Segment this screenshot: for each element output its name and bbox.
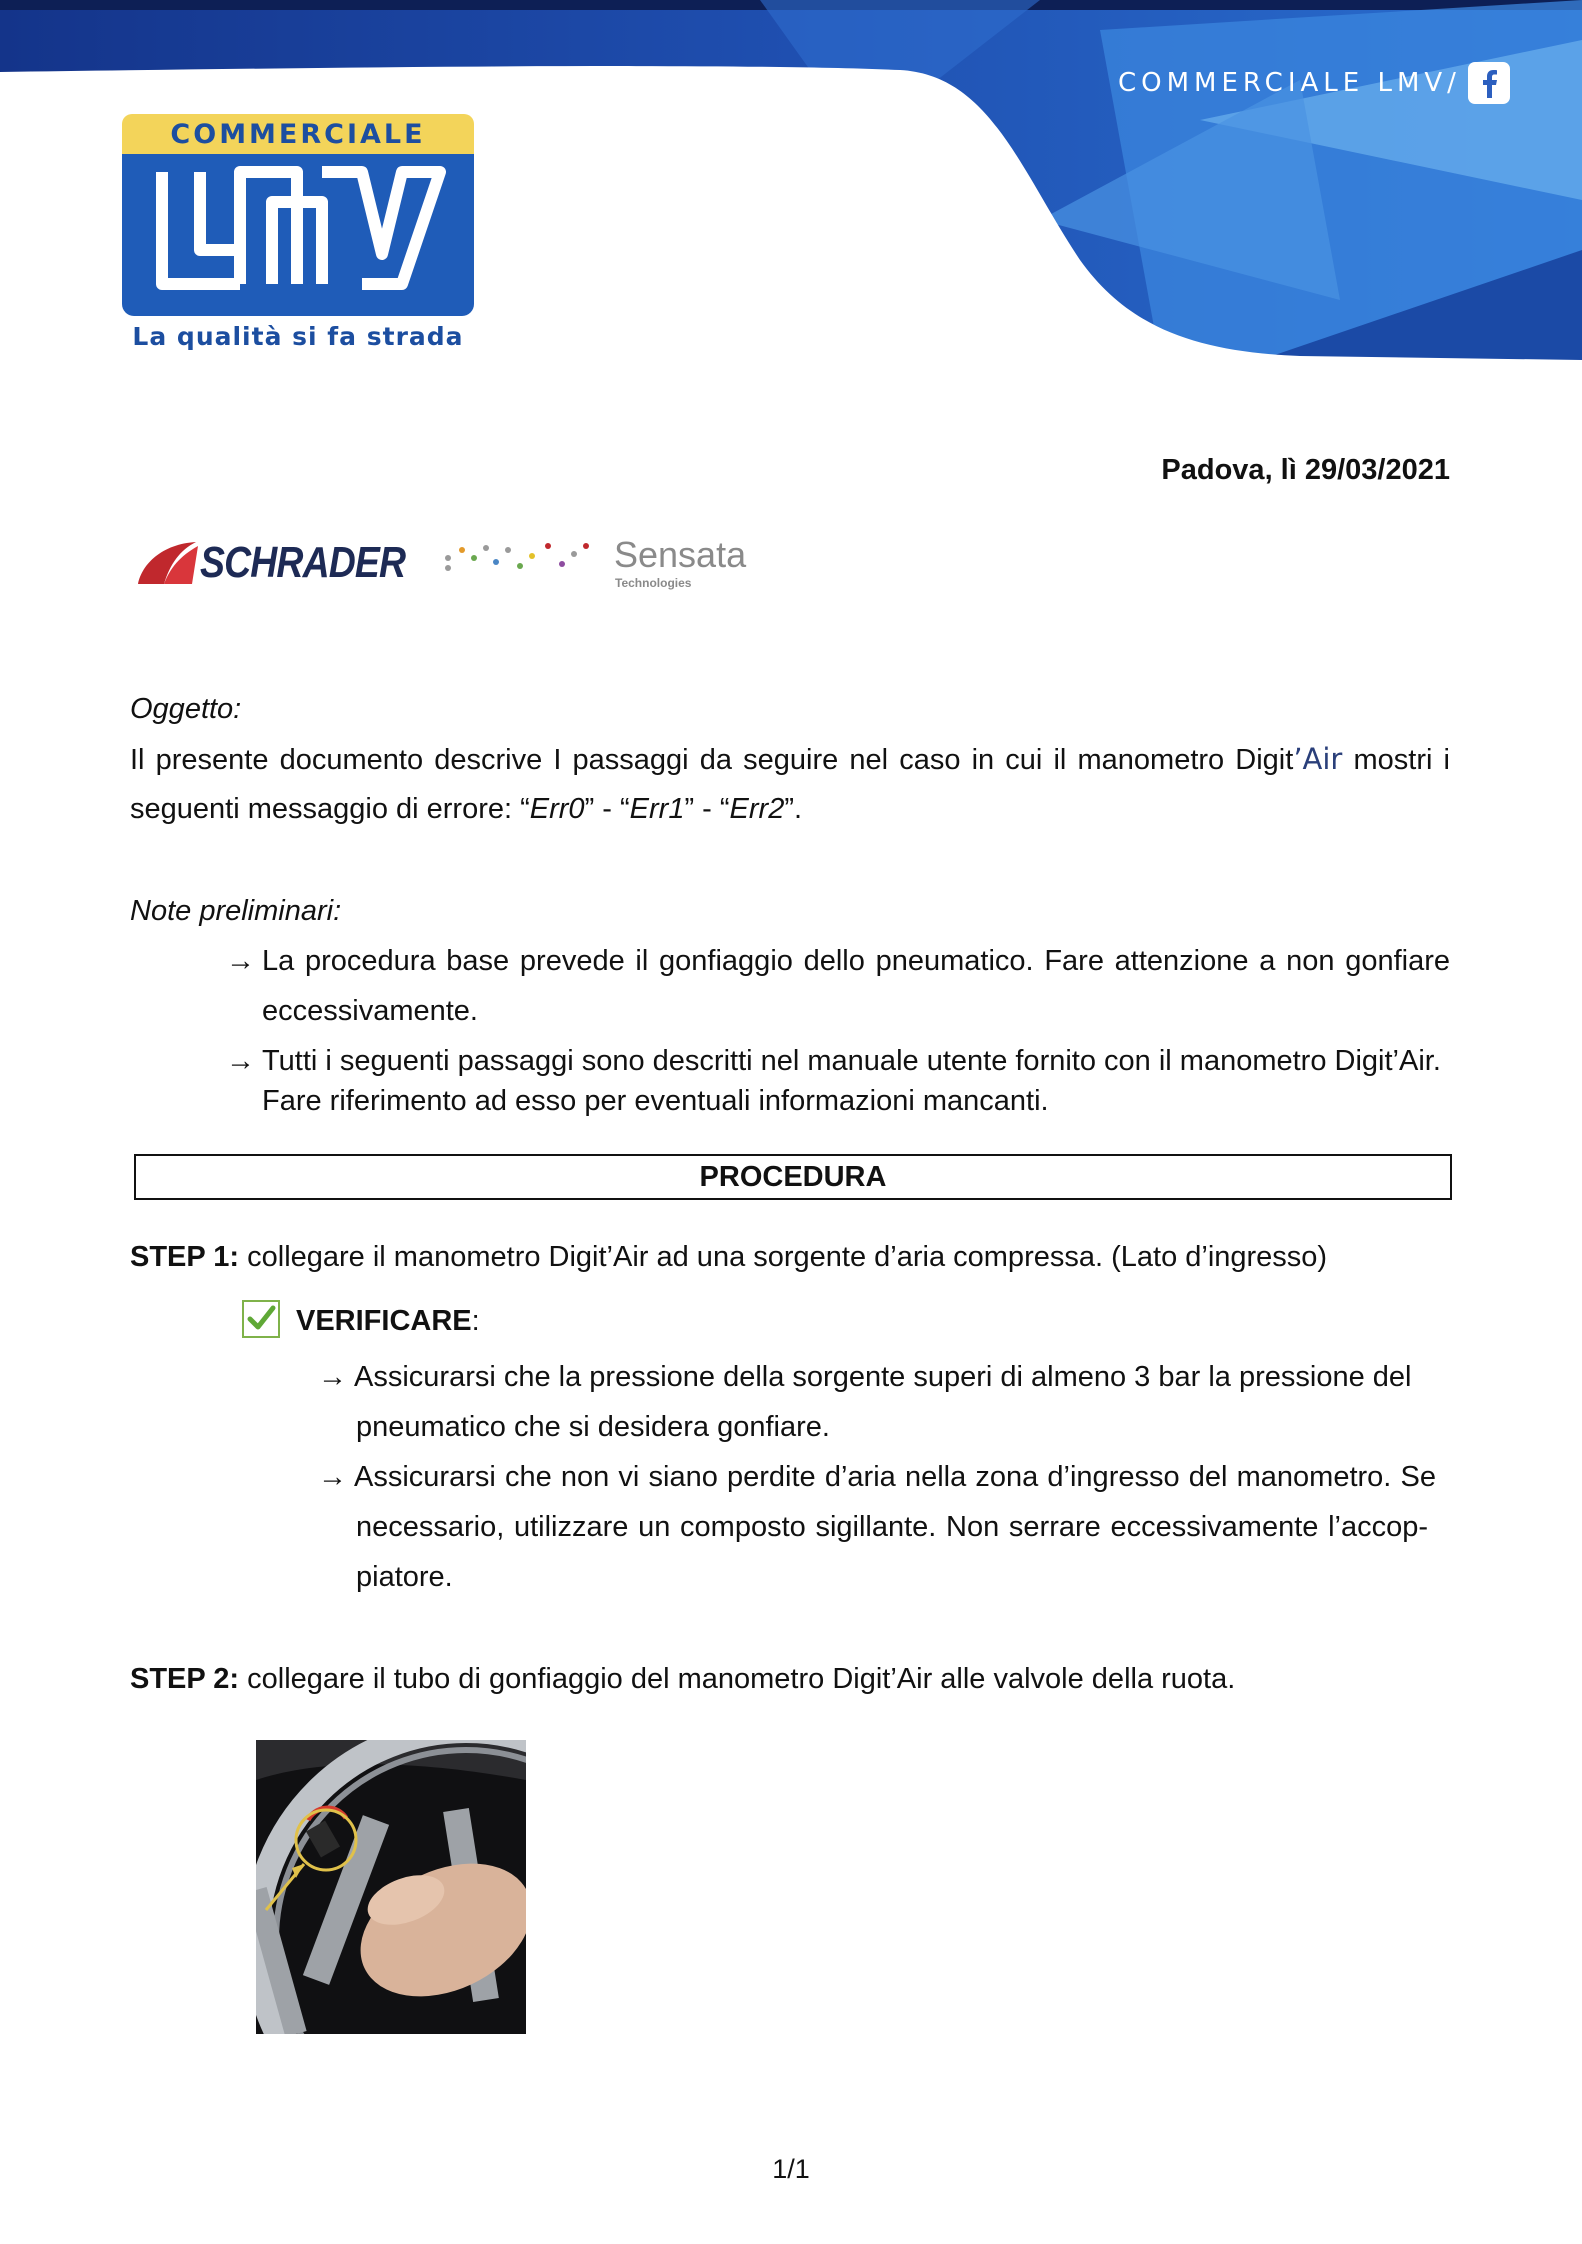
subject-label: Oggetto: xyxy=(130,693,242,725)
document-date: Padova, lì 29/03/2021 xyxy=(1161,454,1450,486)
digitair-mark: ’Air xyxy=(1293,742,1343,776)
logo-top-label: COMMERCIALE xyxy=(122,114,474,154)
tyre-valve-photo xyxy=(256,1740,526,2034)
facebook-icon[interactable] xyxy=(1468,62,1510,104)
verify-heading xyxy=(296,1296,480,1346)
page-number: 1/1 xyxy=(772,2154,810,2184)
step-2-label: STEP 2: xyxy=(130,1663,240,1695)
step-2 xyxy=(130,1654,1235,1704)
check-1-line-2: pneumatico che si desidera gonfiare. xyxy=(356,1411,830,1443)
subject-line-1 xyxy=(130,734,1450,785)
notes-label: Note preliminari: xyxy=(130,895,342,927)
sensata-subtitle: Technologies xyxy=(615,576,692,590)
schrader-wordmark: SCHRADER xyxy=(200,538,406,587)
step-1-text: collegare il manometro Digit’Air ad una sorgente d’aria compressa. (Lato d’ingresso) xyxy=(247,1241,1328,1273)
logo-letters-panel xyxy=(122,154,474,316)
subject-line-2 xyxy=(130,784,802,834)
check-2-line-1: Assicurarsi che non vi siano perdite d’aria nella zona d’ingresso del manometro. Se xyxy=(354,1461,1436,1493)
error-code-err0: Err0 xyxy=(529,793,585,825)
header-brand-text: COMMERCIALE LMV/ xyxy=(1118,68,1461,98)
subject-line-2-end: ”. xyxy=(784,793,803,825)
error-separator: ” - “ xyxy=(584,793,630,825)
check-2-line-2: necessario, utilizzare un composto sigillante. Non serrare eccessivamente l’accop- xyxy=(356,1511,1428,1543)
arrow-icon: → xyxy=(226,1045,255,1077)
error-separator: ” - “ xyxy=(684,793,730,825)
sensata-logo xyxy=(444,532,747,594)
step-2-text: collegare il tubo di gonfiaggio del manometro Digit’Air alle valvole della ruota. xyxy=(247,1663,1236,1695)
checkbox-checked-icon xyxy=(242,1300,280,1338)
arrow-icon: → xyxy=(226,945,255,977)
error-code-err2: Err2 xyxy=(729,793,785,825)
check-1-line-1: Assicurarsi che la pressione della sorgente superi di almeno 3 bar la pressione del xyxy=(354,1361,1412,1393)
subject-line-2-text: seguenti messaggio di errore: “ xyxy=(130,793,530,825)
check-2-line-3: piatore. xyxy=(356,1561,453,1593)
arrow-icon: → xyxy=(318,1461,347,1493)
verify-colon: : xyxy=(471,1305,480,1337)
arrow-icon: → xyxy=(318,1361,347,1393)
sensata-dots-icon xyxy=(444,540,609,576)
schrader-logo xyxy=(134,534,406,590)
schrader-swoosh-icon xyxy=(134,538,204,588)
verify-label: VERIFICARE xyxy=(296,1305,472,1337)
subject-line-1-text: Il presente documento descrive I passaggi da seguire nel caso in cui il manometro Digit xyxy=(130,744,1294,776)
note-1-line-1: La procedura base prevede il gonfiaggio dello pneumatico. Fare attenzione a non gonfiare xyxy=(262,945,1450,977)
note-1-line-2: eccessivamente. xyxy=(262,995,478,1027)
sensata-wordmark: Sensata xyxy=(614,534,747,575)
subject-line-1-end: mostri i xyxy=(1342,744,1451,776)
logo-tagline: La qualità si fa strada xyxy=(132,322,464,351)
procedure-title: PROCEDURA xyxy=(134,1154,1452,1200)
logo-lmv-mark xyxy=(122,154,474,316)
error-code-err1: Err1 xyxy=(629,793,685,825)
note-2-line-1: Tutti i seguenti passaggi sono descritti nel manuale utente fornito con il manometro Digit’Air. xyxy=(262,1045,1441,1077)
step-1-label: STEP 1: xyxy=(130,1241,240,1273)
company-logo xyxy=(122,114,474,360)
step-1 xyxy=(130,1232,1327,1282)
note-2-line-2: Fare riferimento ad esso per eventuali informazioni mancanti. xyxy=(262,1085,1049,1117)
